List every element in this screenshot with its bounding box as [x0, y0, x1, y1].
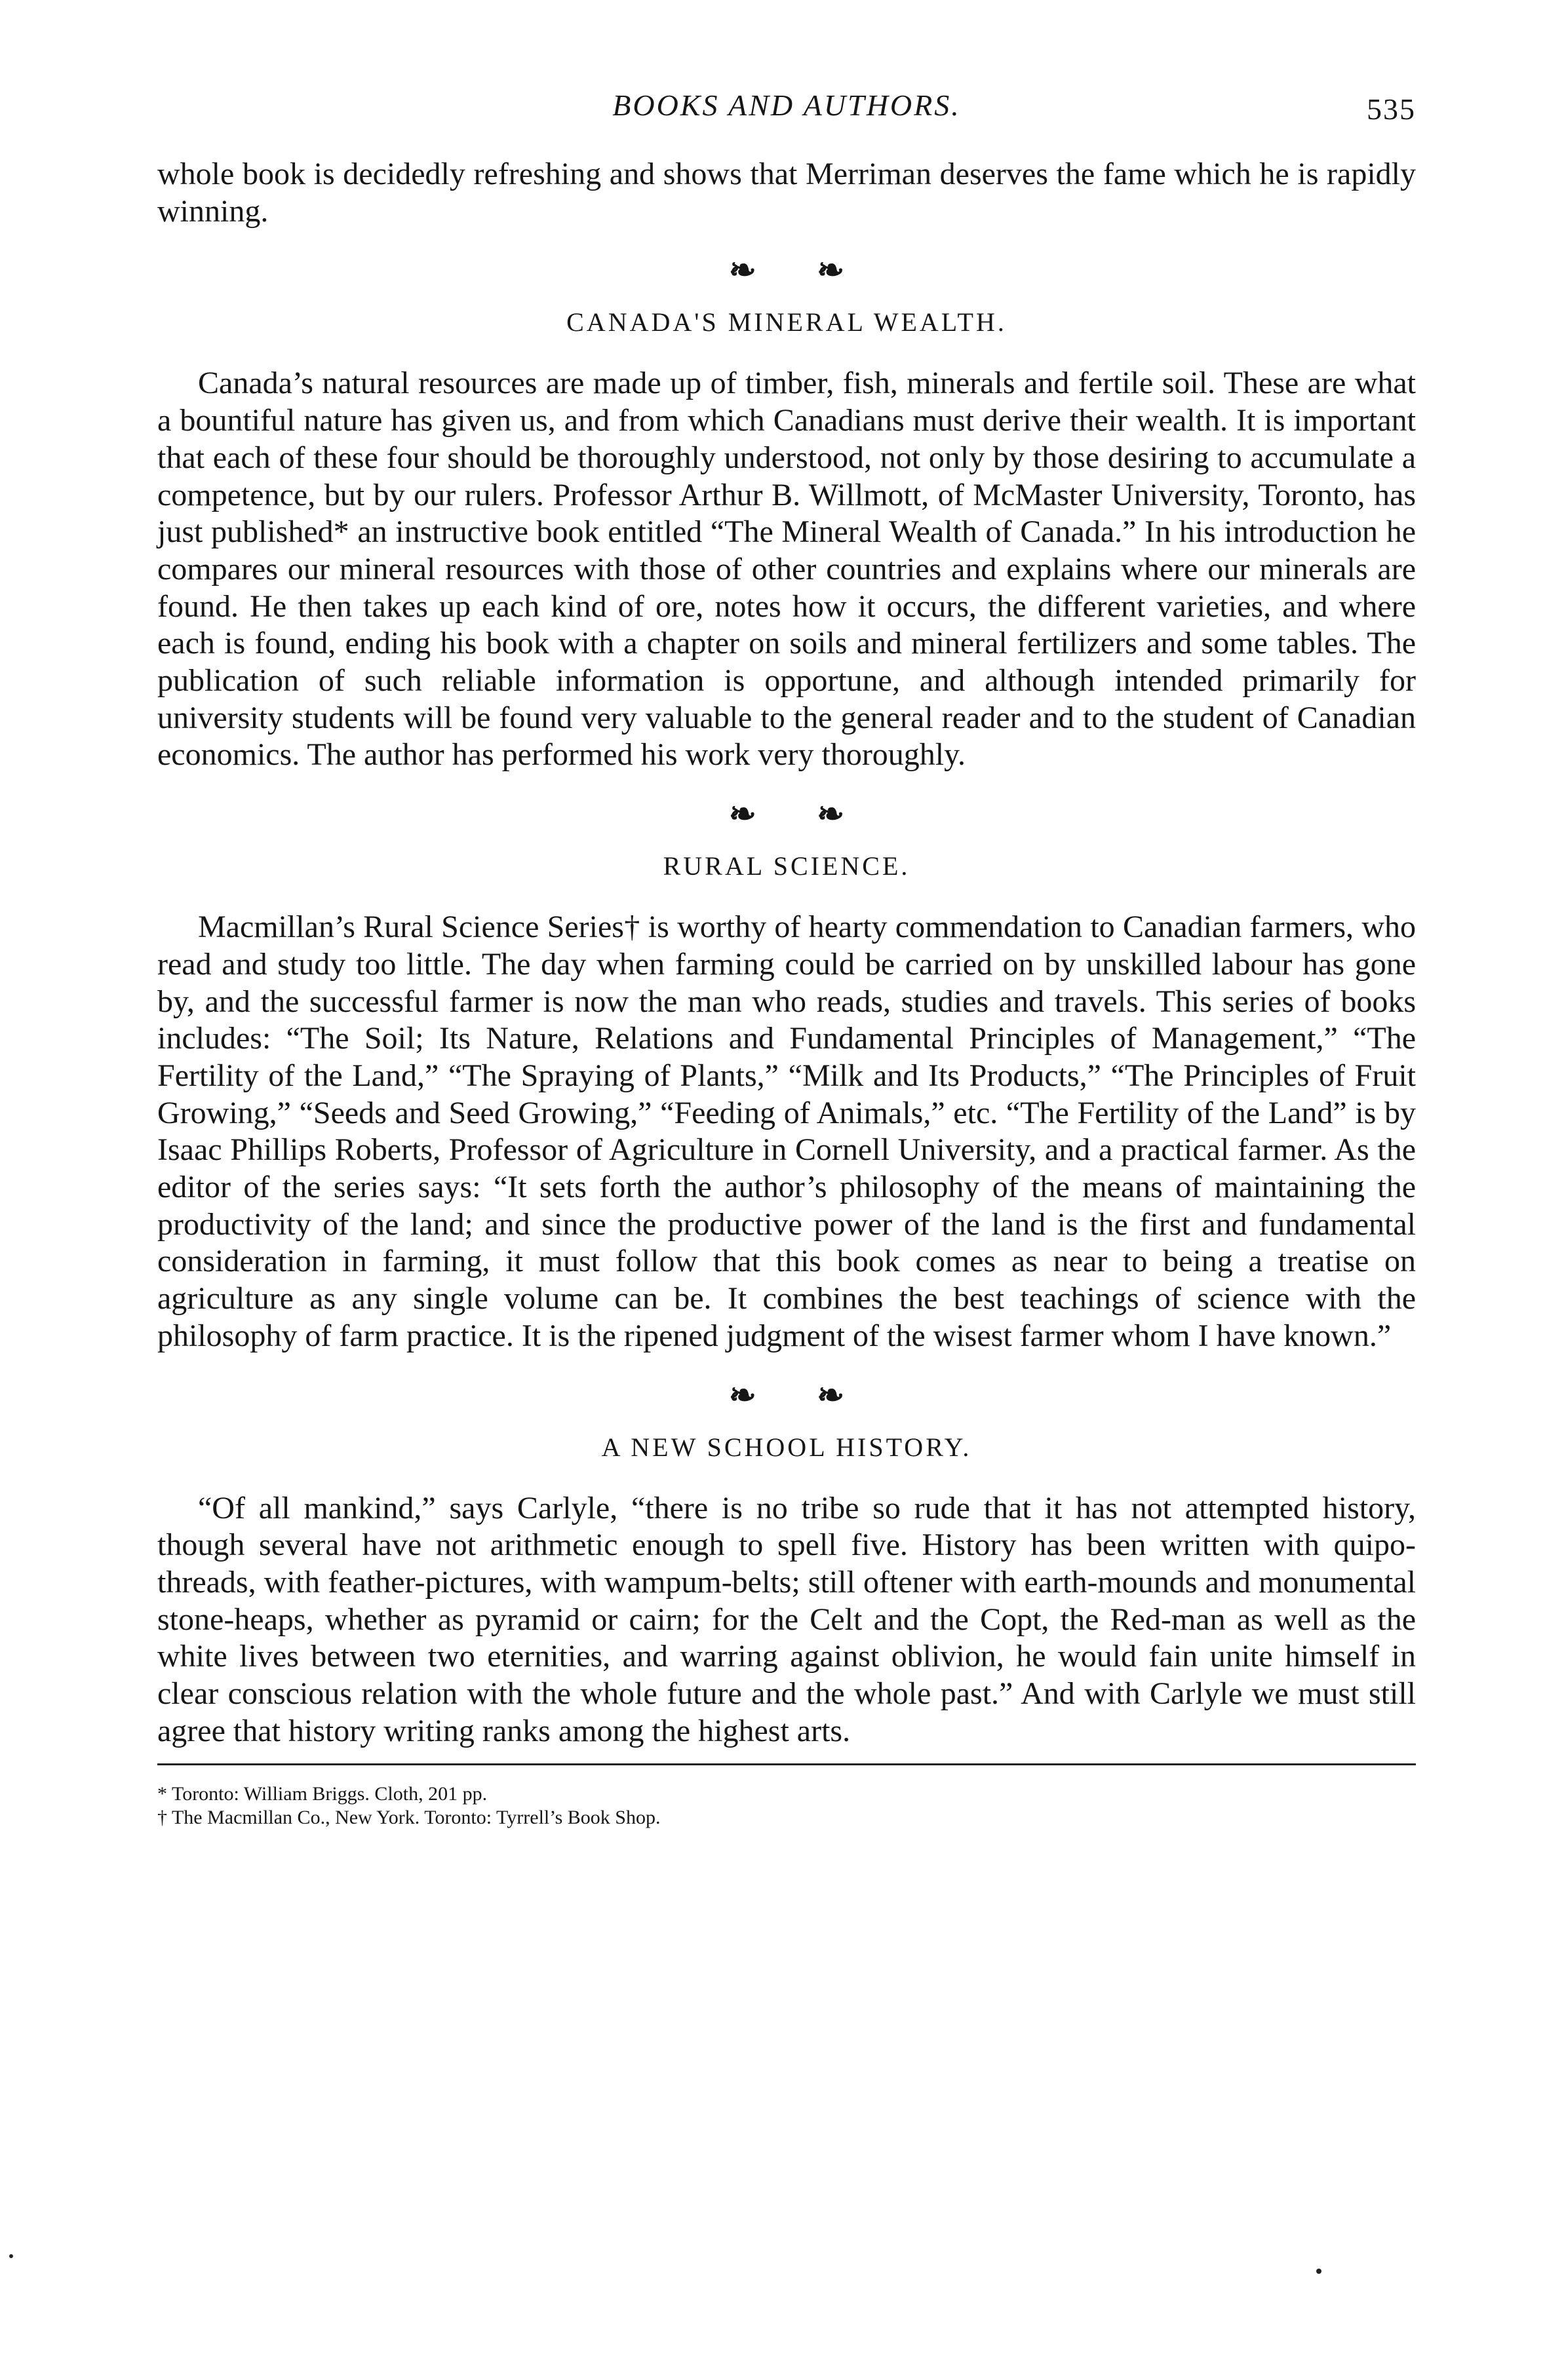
mineral-wealth-paragraph: Canada’s natural resources are made up of timber, fish, minerals and fertile soil. These are what a bountiful nature has given us, and from which Canadians must derive their wealth. It is important that each of these four should be thoroughly understood, not only by those desiring to accumulate a competence, but by our rulers. Professor Arthur B. Willmott, of McMaster University, Toronto, has just published* an instructive book entitled “The Mineral Wealth of Canada.” In his introduction he compares our mineral resources with those of other countries and explains where our minerals are found. He then takes up each kind of ore, notes how it occurs, the different varieties, and where each is found, ending his book with a chapter on soils and mineral fertilizers and some tables. The publication of such reliable information is opportune, and although intended primarily for university students will be found very valuable to the general reader and to the student of Canadian economics. The author has performed his work very thoroughly. [157, 366, 1416, 773]
fleuron-ornament-icon: ❧ ❧ [728, 796, 871, 833]
section-heading-mineral-wealth: CANADA'S MINERAL WEALTH. [566, 307, 1007, 337]
fleuron-ornament-icon: ❧ ❧ [728, 252, 871, 289]
intro-paragraph: whole book is decidedly refreshing and shows that Merriman deserves the fame which he is rapidly winning. [157, 157, 1416, 229]
book-page [157, 0, 1416, 2380]
section-heading-school-history: A NEW SCHOOL HISTORY. [601, 1432, 972, 1462]
footnote-divider [157, 1763, 1416, 1765]
running-header [157, 88, 1416, 127]
school-history-paragraph: “Of all mankind,” says Carlyle, “there is no tribe so rude that it has not attempted history, though several have not arithmetic enough to spell five. History has been written with quipo-threads, with feather-pictures, with wampum-belts; still oftener with earth-mounds and monumental stone-heaps, whether as pyramid or cairn; for the Celt and the Copt, the Red-man as well as the white lives between two eternities, and warring against oblivion, he would fain unite himself in clear conscious relation with the whole future and the whole past.” And with Carlyle we must still agree that history writing ranks among the highest arts. [157, 1490, 1416, 1748]
running-title: BOOKS AND AUTHORS. [612, 88, 961, 122]
footnote-1: * Toronto: William Briggs. Cloth, 201 pp. [157, 1782, 488, 1805]
article-body [157, 156, 1416, 1830]
fleuron-ornament-icon: ❧ ❧ [728, 1376, 871, 1413]
rural-science-paragraph: Macmillan’s Rural Science Series† is worthy of hearty commendation to Canadian farmers, who read and study too little. The day when farming could be carried on by unskilled labour has gone by, and the successful farmer is now the man who reads, studies and travels. This series of books includes: “The Soil; Its Nature, Relations and Fundamental Principles of Management,” “The Fertility of the Land,” “The Spraying of Plants,” “Milk and Its Products,” “The Principles of Fruit Growing,” “Seeds and Seed Growing,” “Feeding of Animals,” etc. “The Fertility of the Land” is by Isaac Phillips Roberts, Professor of Agriculture in Cornell University, and a practical farmer. As the editor of the series says: “It sets forth the author’s philosophy of the means of maintaining the productivity of the land; and since the productive power of the land is the first and fundamental consideration in farming, it must follow that this book comes as near to being a treatise on agriculture as any single volume can be. It combines the best teachings of science with the philosophy of farm practice. It is the ripened judgment of the wisest farmer whom I have known.” [157, 910, 1416, 1353]
footnote-2: † The Macmillan Co., New York. Toronto: Tyrrell’s Book Shop. [157, 1806, 661, 1828]
page-number: 535 [1367, 92, 1416, 126]
section-heading-rural-science: RURAL SCIENCE. [663, 851, 910, 881]
stray-ink-dot [9, 2254, 13, 2258]
stray-ink-dot [1316, 2269, 1321, 2274]
